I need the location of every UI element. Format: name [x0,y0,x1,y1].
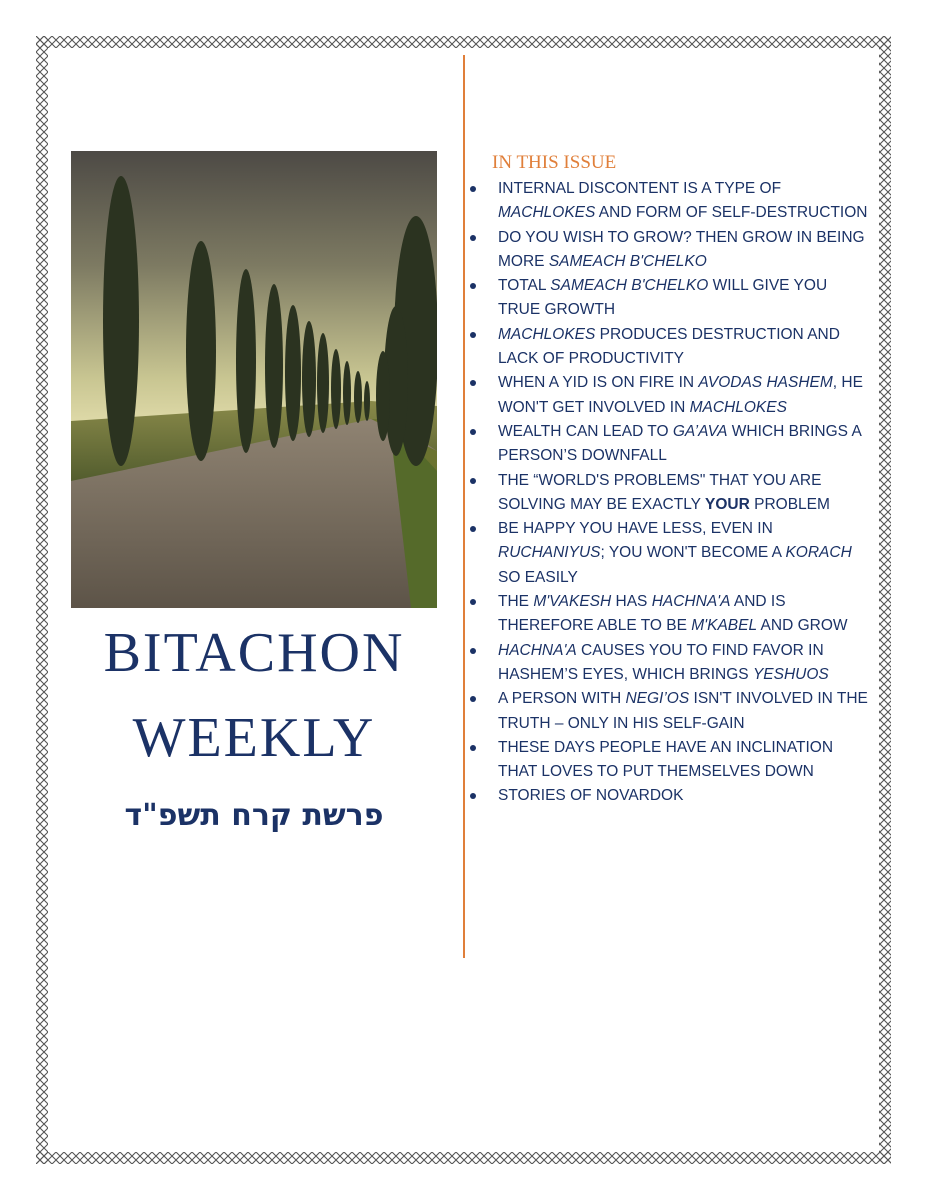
contents-item-text: AND GROW [757,617,848,635]
contents-item [470,784,870,808]
contents-item-text: AVODAS HASHEM [698,374,833,392]
contents-item-text: INTERNAL DISCONTENT IS A TYPE OF [498,180,782,197]
contents-item-text: STORIES OF NOVARDOK [498,787,684,805]
contents-item-text: AND IS THEREFORE ABLE TO BE [498,593,786,635]
contents-item-text: SAMEACH B'CHELKO [550,277,709,295]
contents-item-text: HACHNA'A [498,641,577,659]
bullet-icon [470,478,476,484]
contents-item-text: WILL GIVE YOU TRUE GROWTH [498,277,828,319]
contents-item-text: TOTAL [498,277,551,295]
bullet-icon [470,332,476,338]
bullet-icon [470,429,476,435]
contents-item-text: YESHUOS [752,665,829,683]
bullet-icon [470,745,476,751]
contents-item-text: RUCHANIYUS [498,544,601,562]
bullet-icon [470,648,476,654]
bullet-icon [470,526,476,532]
contents-item-text: MACHLOKES [498,204,596,222]
contents-item-text: PROBLEM [749,495,830,513]
contents-item-text: A PERSON WITH [498,690,626,708]
in-this-issue-heading: IN THIS ISSUE [492,152,617,173]
contents-item-text: WHICH BRINGS A PERSON’S DOWNFALL [498,422,861,465]
contents-item [470,687,870,736]
bullet-icon [470,380,476,386]
cover-photo [71,151,437,608]
contents-item-text: DO YOU WISH TO GROW? THEN GROW IN BEING MORE [498,228,865,270]
contents-item-text: , HE WON'T GET INVOLVED IN [498,374,863,416]
bullet-icon [470,599,476,605]
contents-item-text: AND FORM OF SELF-DESTRUCTION [595,204,868,222]
contents-item-text: WEALTH CAN LEAD TO [498,422,673,440]
contents-item-text: ; YOU WON'T BECOME A [600,544,786,562]
bullet-icon [470,186,476,192]
contents-item [470,226,870,275]
masthead-title-line-2: WEEKLY [132,707,376,769]
contents-item [470,323,870,372]
bullet-icon [470,793,476,799]
contents-item-text: KORACH [785,544,852,562]
contents-item-text: PRODUCES DESTRUCTION AND LACK OF PRODUCTIVITY [498,325,840,368]
contents-item-text: YOUR [705,495,750,513]
contents-item-text: MACHLOKES [498,325,596,343]
contents-item [470,517,870,590]
masthead-title-line-1: BITACHON [103,622,405,684]
contents-item [470,371,870,420]
contents-item [470,736,870,785]
contents-item-text: WHEN A YID IS ON FIRE IN [498,374,699,392]
contents-item [470,590,870,639]
bullet-icon [470,696,476,702]
contents-item [470,639,870,688]
contents-item [470,469,870,518]
bullet-icon [470,235,476,241]
contents-item-text: NEGI’OS [625,690,690,708]
contents-item [470,420,870,469]
contents-item-text: MACHLOKES [689,398,787,416]
contents-item-text: ISN'T INVOLVED IN THE TRUTH – ONLY IN HIS SELF-GAIN [498,690,868,732]
contents-item-text: CAUSES YOU TO FIND FAVOR IN HASHEM’S EYES, WHICH BRINGS [498,641,824,683]
contents-item-text: THE “WORLD'S PROBLEMS" THAT YOU ARE SOLVING MAY BE EXACTLY [498,471,822,513]
contents-item-text: BE HAPPY YOU HAVE LESS, EVEN IN [498,520,773,538]
contents-item-text: M'KABEL [691,617,758,635]
contents-item-text: GA’AVA [672,422,728,440]
contents-item-text: HACHNA'A [651,593,731,611]
parsha-subtitle: פרשת קרח תשפ"ד [124,798,384,833]
bullet-icon [470,283,476,289]
contents-item-text: THESE DAYS PEOPLE HAVE AN INCLINATION THAT LOVES TO PUT THEMSELVES DOWN [498,738,834,781]
contents-item [470,274,870,323]
contents-item-text: HAS [611,593,652,611]
column-divider [463,55,465,958]
contents-item [470,177,870,226]
issue-contents-list [470,177,870,809]
contents-item-text: M'VAKESH [533,593,612,611]
contents-item-text: SO EASILY [498,568,578,586]
contents-item-text: SAMEACH B'CHELKO [548,252,707,270]
contents-item-text: THE [498,593,534,611]
